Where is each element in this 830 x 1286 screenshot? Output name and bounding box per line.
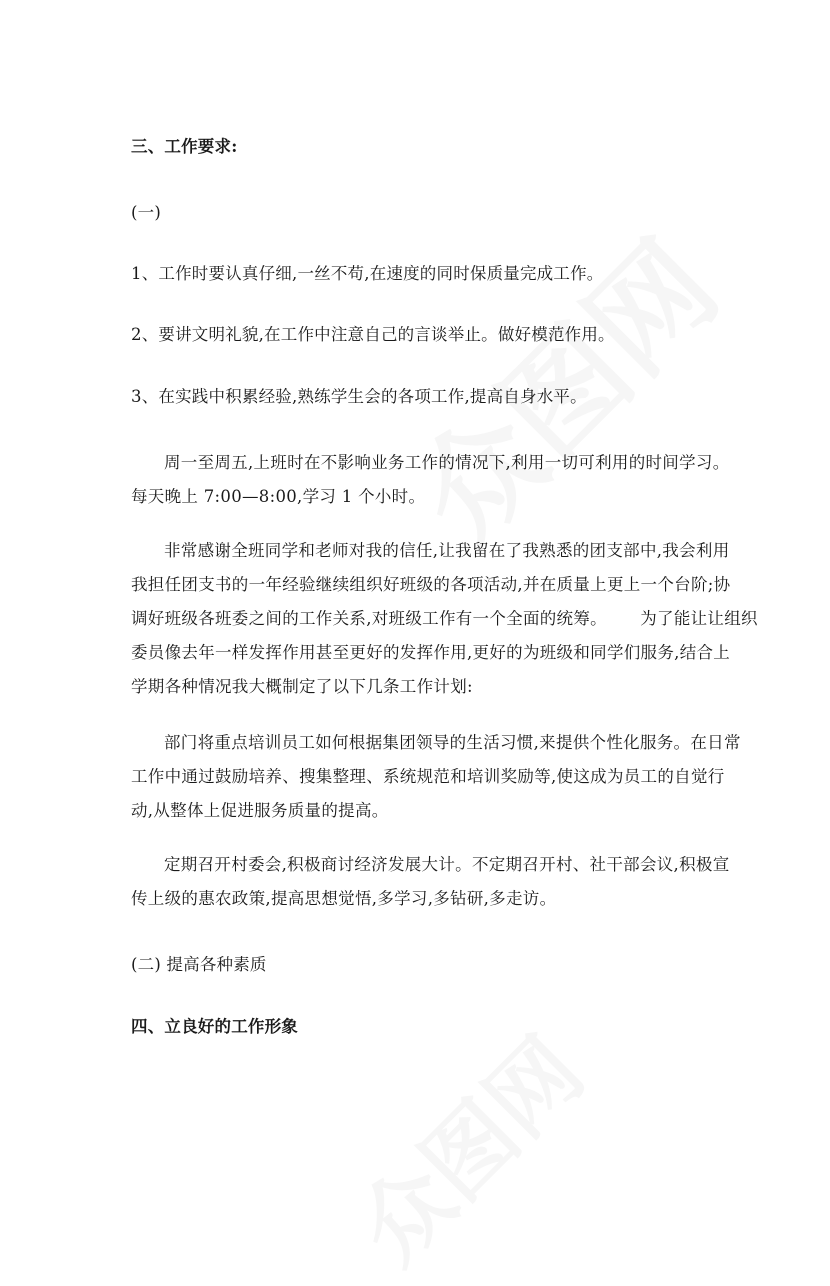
paragraph-line: 我担任团支书的一年经验继续组织好班级的各项活动,并在质量上更上一个台阶;协 <box>131 575 731 594</box>
list-item: 1、工作时要认真仔细,一丝不苟,在速度的同时保质量完成工作。 <box>131 264 604 283</box>
subsection-label-2: (二) 提高各种素质 <box>131 955 267 974</box>
paragraph-line: 学期各种情况我大概制定了以下几条工作计划: <box>131 677 473 696</box>
list-item: 3、在实践中积累经验,熟练学生会的各项工作,提高自身水平。 <box>131 387 587 406</box>
paragraph-thanks <box>131 534 758 704</box>
paragraph-line: 传上级的惠农政策,提高思想觉悟,多学习,多钻研,多走访。 <box>131 889 557 908</box>
watermark <box>324 1004 607 1286</box>
paragraph-line: 定期召开村委会,积极商讨经济发展大计。不定期召开村、社干部会议,积极宣 <box>164 855 730 874</box>
subsection-label-1: (一) <box>131 203 161 222</box>
paragraph-village-committee <box>131 848 737 916</box>
paragraph-line: 周一至周五,上班时在不影响业务工作的情况下,利用一切可利用的时间学习。 <box>164 453 730 472</box>
paragraph-training <box>131 726 741 828</box>
paragraph-line: 动,从整体上促进服务质量的提高。 <box>131 801 389 820</box>
section-heading-4: 四、立良好的工作形象 <box>131 1017 298 1036</box>
paragraph-line: 非常感谢全班同学和老师对我的信任,让我留在了我熟悉的团支部中,我会利用 <box>164 541 730 560</box>
paragraph-study-schedule <box>131 446 737 514</box>
list-item: 2、要讲文明礼貌,在工作中注意自己的言谈举止。做好模范作用。 <box>131 325 615 344</box>
paragraph-line: 委员像去年一样发挥作用甚至更好的发挥作用,更好的为班级和同学们服务,结合上 <box>131 643 731 662</box>
paragraph-line: 调好班级各班委之间的工作关系,对班级工作有一个全面的统筹。 为了能让让组织 <box>131 609 758 628</box>
paragraph-line: 部门将重点培训员工如何根据集团领导的生活习惯,来提供个性化服务。在日常 <box>164 733 741 752</box>
section-heading-3: 三、工作要求: <box>131 137 238 156</box>
paragraph-line: 每天晚上 7:00—8:00,学习 1 个小时。 <box>131 487 426 506</box>
paragraph-line: 工作中通过鼓励培养、搜集整理、系统规范和培训奖励等,使这成为员工的自觉行 <box>131 767 725 786</box>
